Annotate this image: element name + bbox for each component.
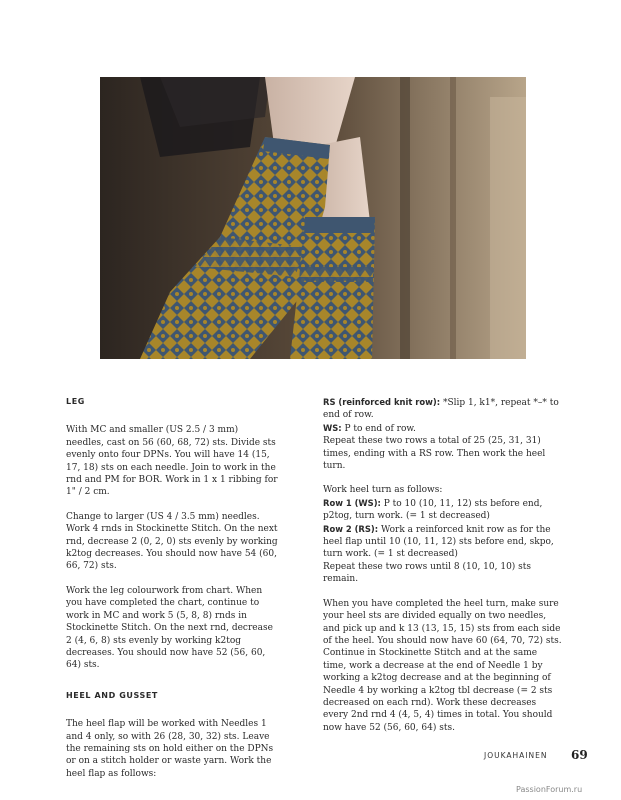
repeat-heel-turn: Repeat these two rows until 8 (10, 10, 10) sts remain. xyxy=(323,561,532,585)
right-column xyxy=(323,396,563,746)
knitted-socks-image xyxy=(100,77,526,359)
heel-row-2 xyxy=(323,523,563,561)
row2-text: Work a reinforced knit row as for the heel flap until 10 (10, 11, 12) sts before end, skpo, turn work. (= 1 st decreased) xyxy=(323,524,554,560)
repeat-heel-flap: Repeat these two rows a total of 25 (25, 31, 31) times, ending with a RS row. Then work the heel turn. xyxy=(323,436,546,472)
ws-text: P to end of row. xyxy=(341,423,416,434)
row1-text: P to 10 (10, 11, 12) sts before end, p2tog, turn work. (= 1 st decreased) xyxy=(323,498,543,522)
heading-heel-and-gusset: HEEL AND GUSSET xyxy=(66,690,158,700)
rs-label: RS (reinforced knit row): xyxy=(323,397,441,407)
ws-row-instruction xyxy=(323,422,563,435)
socks-photo xyxy=(100,77,526,359)
row1-label: Row 1 (WS): xyxy=(323,497,381,508)
rs-text: *Slip 1, k1*, repeat *–* to end of row. xyxy=(323,398,559,421)
rs-row-instruction xyxy=(323,396,563,422)
left-column xyxy=(66,396,278,792)
page-number: 69 xyxy=(571,748,588,762)
row2-label: Row 2 (RS): xyxy=(323,523,379,534)
footer-pattern-name: JOUKAHAINEN xyxy=(484,751,548,760)
watermark: PassionForum.ru xyxy=(516,785,583,794)
heel-row-1 xyxy=(323,497,563,523)
leg-paragraph-2: Change to larger (US 4 / 3.5 mm) needles. Work 4 rnds in Stockinette Stitch. On the next rnd, decrease 2 (0, 2, 0) sts evenly by working k2tog decreases. You should now have 54 (60, 66, 72) sts. xyxy=(66,511,278,572)
heel-turn-intro: Work heel turn as follows: xyxy=(323,485,443,496)
heel-paragraph: The heel flap will be worked with Needles 1 and 4 only, so with 26 (28, 30, 32) sts. Leave the remaining sts on hold either on the DPNs or on a stitch holder or waste yarn. Work the heel flap as follows: xyxy=(66,719,274,779)
leg-paragraph-1: With MC and smaller (US 2.5 / 3 mm) needles, cast on 56 (60, 68, 72) sts. Divide sts evenly onto four DPNs. You will have 14 (15, 17, 18) sts on each needle. Join to work in the rnd and PM for BOR. Work in 1 x 1 ribbing for 1" / 2 cm. xyxy=(66,425,278,498)
ws-label: WS: xyxy=(323,422,342,433)
heading-leg: LEG xyxy=(66,397,85,406)
leg-paragraph-3: Work the leg colourwork from chart. When you have completed the chart, continue to work in MC and work 5 (5, 8, 8) rnds in Stockinette Stitch. On the next rnd, decrease 2 (4, 6, 8) sts evenly by working k2tog decreases. You should now have 52 (56, 60, 64) sts. xyxy=(66,585,273,671)
gusset-paragraph: When you have completed the heel turn, make sure your heel sts are divided equally on two needles, and pick up and k 13 (13, 15, 15) sts from each side of the heel. You should now have 60 (64, 70, 72) sts. Continue in Stockinette Stitch and at the same time, work a decrease at the end of Needle 1 by working a k2tog decrease and at the beginning of Needle 4 by working a k2tog tbl decrease (= 2 sts decreased on each rnd). Work these decreases every 2nd rnd 4 (4, 5, 4) times in total. You should now have 52 (56, 60, 64) sts. xyxy=(323,598,562,733)
